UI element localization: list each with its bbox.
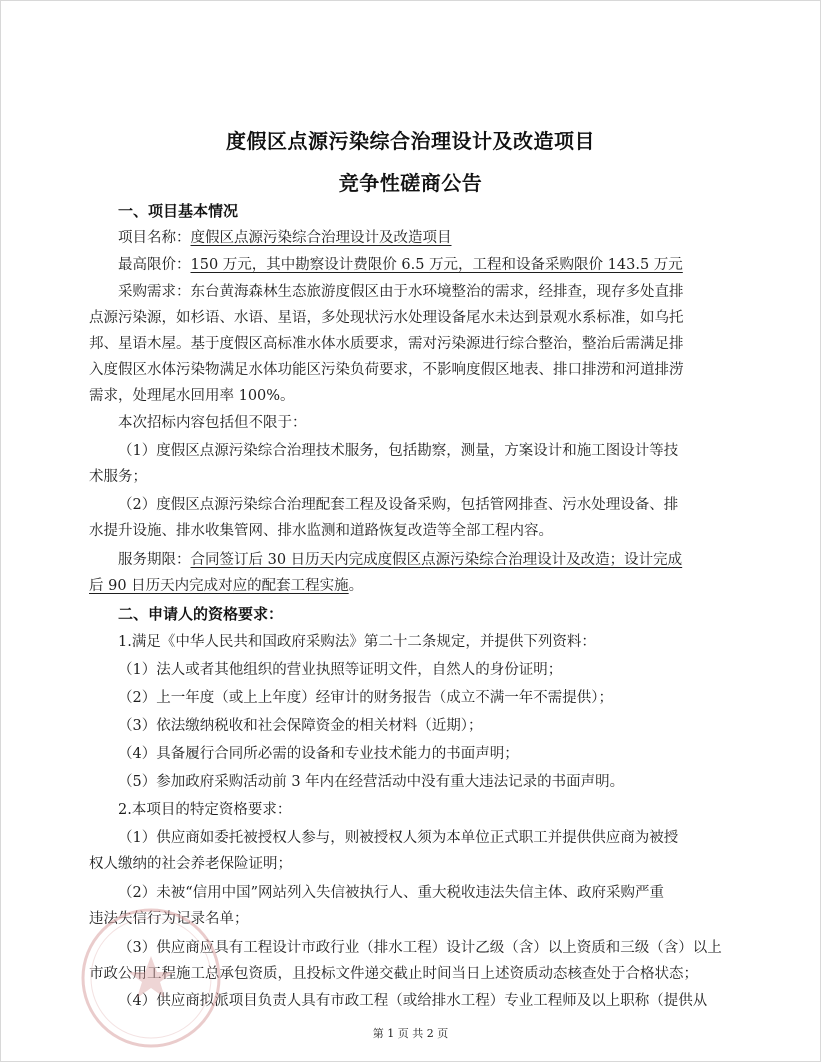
req2-item-1: （1）供应商如委托被授权人参与，则被授权人须为本单位正式职工并提供供应商为被授: [118, 830, 679, 846]
requirement-line: 入度假区水体污染物满足水体功能区污染负荷要求，不影响度假区地表、排口排涝和河道排涝: [89, 362, 684, 378]
requirement-line: 点源污染源，如杉语、水语、星语，多处现状污水处理设备尾水未达到景观水系标准，如乌托: [89, 310, 684, 326]
req2-item-4: （4）供应商拟派项目负责人具有市政工程（或给排水工程）专业工程师及以上职称（提供从: [118, 993, 708, 1009]
project-name-label: 项目名称：: [118, 230, 191, 246]
scope-item-2: （2）度假区点源污染综合治理配套工程及设备采购，包括管网排查、污水处理设备、排: [118, 497, 679, 513]
service-period-label: 服务期限：: [118, 552, 191, 568]
requirement-line: 邦、星语木屋。基于度假区高标准水体水质要求，需对污染源进行综合整治，整治后需满足排: [89, 336, 684, 352]
scope-item-1-cont: 术服务；: [89, 469, 147, 485]
service-period-value: 合同签订后 30 日历天内完成度假区点源污染综合治理设计及改造；设计完成: [190, 552, 683, 568]
service-period-row: [118, 550, 682, 570]
req1-item: （4）具备履行合同所必需的设备和专业技术能力的书面声明；: [118, 746, 519, 762]
max-price-row: [118, 255, 683, 275]
document-title: 度假区点源污染综合治理设计及改造项目: [226, 129, 595, 153]
scope-item-1: （1）度假区点源污染综合治理技术服务，包括勘察，测量，方案设计和施工图设计等技: [118, 443, 679, 459]
req1-item: （3）依法缴纳税收和社会保障资金的相关材料（近期）；: [118, 718, 483, 734]
requirement-line: 需求，处理尾水回用率 100%。: [89, 388, 295, 404]
req2-item-3: （3）供应商应具有工程设计市政行业（排水工程）设计乙级（含）以上资质和三级（含）以上: [118, 940, 722, 956]
req1-item: （2）上一年度（或上上年度）经审计的财务报告（成立不满一年不需提供）；: [118, 690, 613, 706]
document-subtitle: 竞争性磋商公告: [338, 171, 483, 195]
scope-item-2-cont: 水提升设施、排水收集管网、排水监测和道路恢复改造等全部工程内容。: [89, 523, 553, 539]
requirement-line: 采购需求：东台黄海森林生态旅游度假区由于水环境整治的需求，经排查，现存多处直排: [118, 284, 684, 300]
req1-item: （5）参加政府采购活动前 3 年内在经营活动中没有重大违法记录的书面声明。: [118, 774, 625, 790]
req1-item: （1）法人或者其他组织的营业执照等证明文件，自然人的身份证明；: [118, 662, 563, 678]
section1-heading: 一、项目基本情况: [118, 202, 239, 220]
project-name-row: [118, 228, 452, 248]
req2-item-1-cont: 权人缴纳的社会养老保险证明；: [89, 856, 292, 872]
req2-intro: 2.本项目的特定资格要求：: [118, 802, 292, 818]
scope-intro: 本次招标内容包括但不限于：: [118, 415, 307, 431]
service-period-row-cont: 后 90 日历天内完成对应的配套工程实施。: [89, 578, 364, 594]
page-number: 第 1 页 共 2 页: [372, 1027, 449, 1040]
req2-item-3-cont: 市政公用工程施工总承包资质，且投标文件递交截止时间当日上述资质动态核查处于合格状态；: [89, 966, 698, 982]
req2-item-2: （2）未被“信用中国”网站列入失信被执行人、重大税收违法失信主体、政府采购严重: [118, 885, 665, 901]
req1-intro: 1.满足《中华人民共和国政府采购法》第二十二条规定，并提供下列资料：: [118, 634, 596, 650]
max-price-value: 150 万元，其中勘察设计费限价 6.5 万元，工程和设备采购限价 143.5 万元: [190, 257, 683, 273]
service-period-value-cont: 后 90 日历天内完成对应的配套工程实施: [89, 578, 349, 594]
project-name-value: 度假区点源污染综合治理设计及改造项目: [190, 230, 452, 246]
req2-item-2-cont: 违法失信行为记录名单；: [89, 911, 249, 927]
max-price-label: 最高限价：: [118, 257, 191, 273]
section2-heading: 二、申请人的资格要求：: [118, 605, 284, 623]
